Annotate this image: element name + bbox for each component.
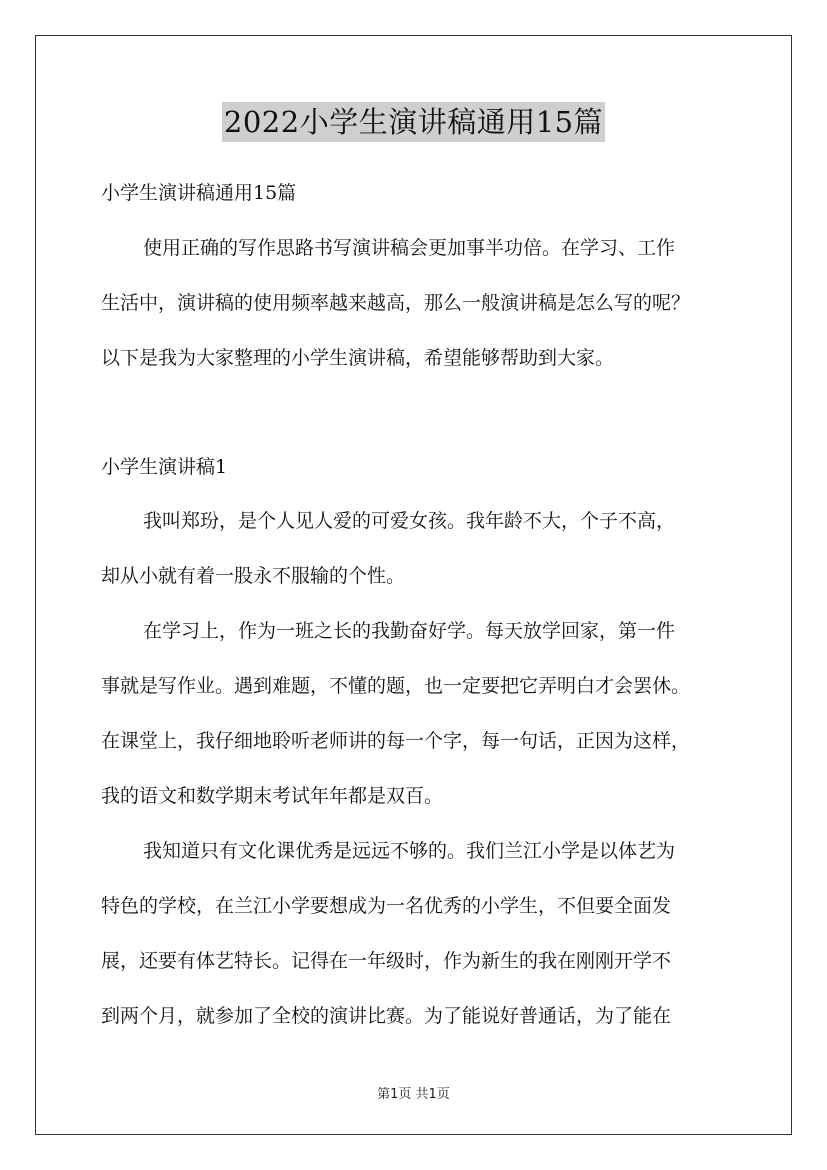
paragraph-line: 在课堂上，我仔细地聆听老师讲的每一个字，每一句话，正因为这样， <box>101 730 691 752</box>
paragraph-line: 展，还要有体艺特长。记得在一年级时，作为新生的我在刚刚开学不 <box>101 950 672 972</box>
paragraph-line: 以下是我为大家整理的小学生演讲稿，希望能够帮助到大家。 <box>101 347 615 369</box>
paragraph-2 <box>101 614 733 813</box>
paragraph-3 <box>101 834 733 1033</box>
paragraph-line: 在学习上，作为一班之长的我勤奋好学。每天放学回家，第一件 <box>143 620 676 642</box>
section-heading: 小学生演讲稿1 <box>101 456 228 478</box>
paragraph-line: 我的语文和数学期末考试年年都是双百。 <box>101 785 444 807</box>
page-footer <box>0 1083 827 1102</box>
paragraph-line: 到两个月，就参加了全校的演讲比赛。为了能说好普通话，为了能在 <box>101 1005 672 1027</box>
paragraph-line: 却从小就有着一股永不服输的个性。 <box>101 565 406 587</box>
document-subtitle: 小学生演讲稿通用15篇 <box>101 182 297 204</box>
document-title: 2022小学生演讲稿通用15篇 <box>222 102 605 142</box>
page-number-label: 第1页 共1页 <box>377 1087 450 1102</box>
intro-paragraph <box>101 231 733 375</box>
paragraph-line: 使用正确的写作思路书写演讲稿会更加事半功倍。在学习、工作 <box>143 237 676 259</box>
title-container <box>0 102 827 142</box>
paragraph-line: 事就是写作业。遇到难题，不懂的题，也一定要把它弄明白才会罢休。 <box>101 675 691 697</box>
paragraph-line: 我叫郑玢，是个人见人爱的可爱女孩。我年龄不大，个子不高， <box>143 510 676 532</box>
paragraph-line: 生活中，演讲稿的使用频率越来越高，那么一般演讲稿是怎么写的呢？ <box>101 292 691 314</box>
paragraph-1 <box>101 504 733 593</box>
document-body <box>101 176 733 1054</box>
paragraph-line: 特色的学校，在兰江小学要想成为一名优秀的小学生，不但要全面发 <box>101 895 672 917</box>
paragraph-line: 我知道只有文化课优秀是远远不够的。我们兰江小学是以体艺为 <box>143 840 676 862</box>
